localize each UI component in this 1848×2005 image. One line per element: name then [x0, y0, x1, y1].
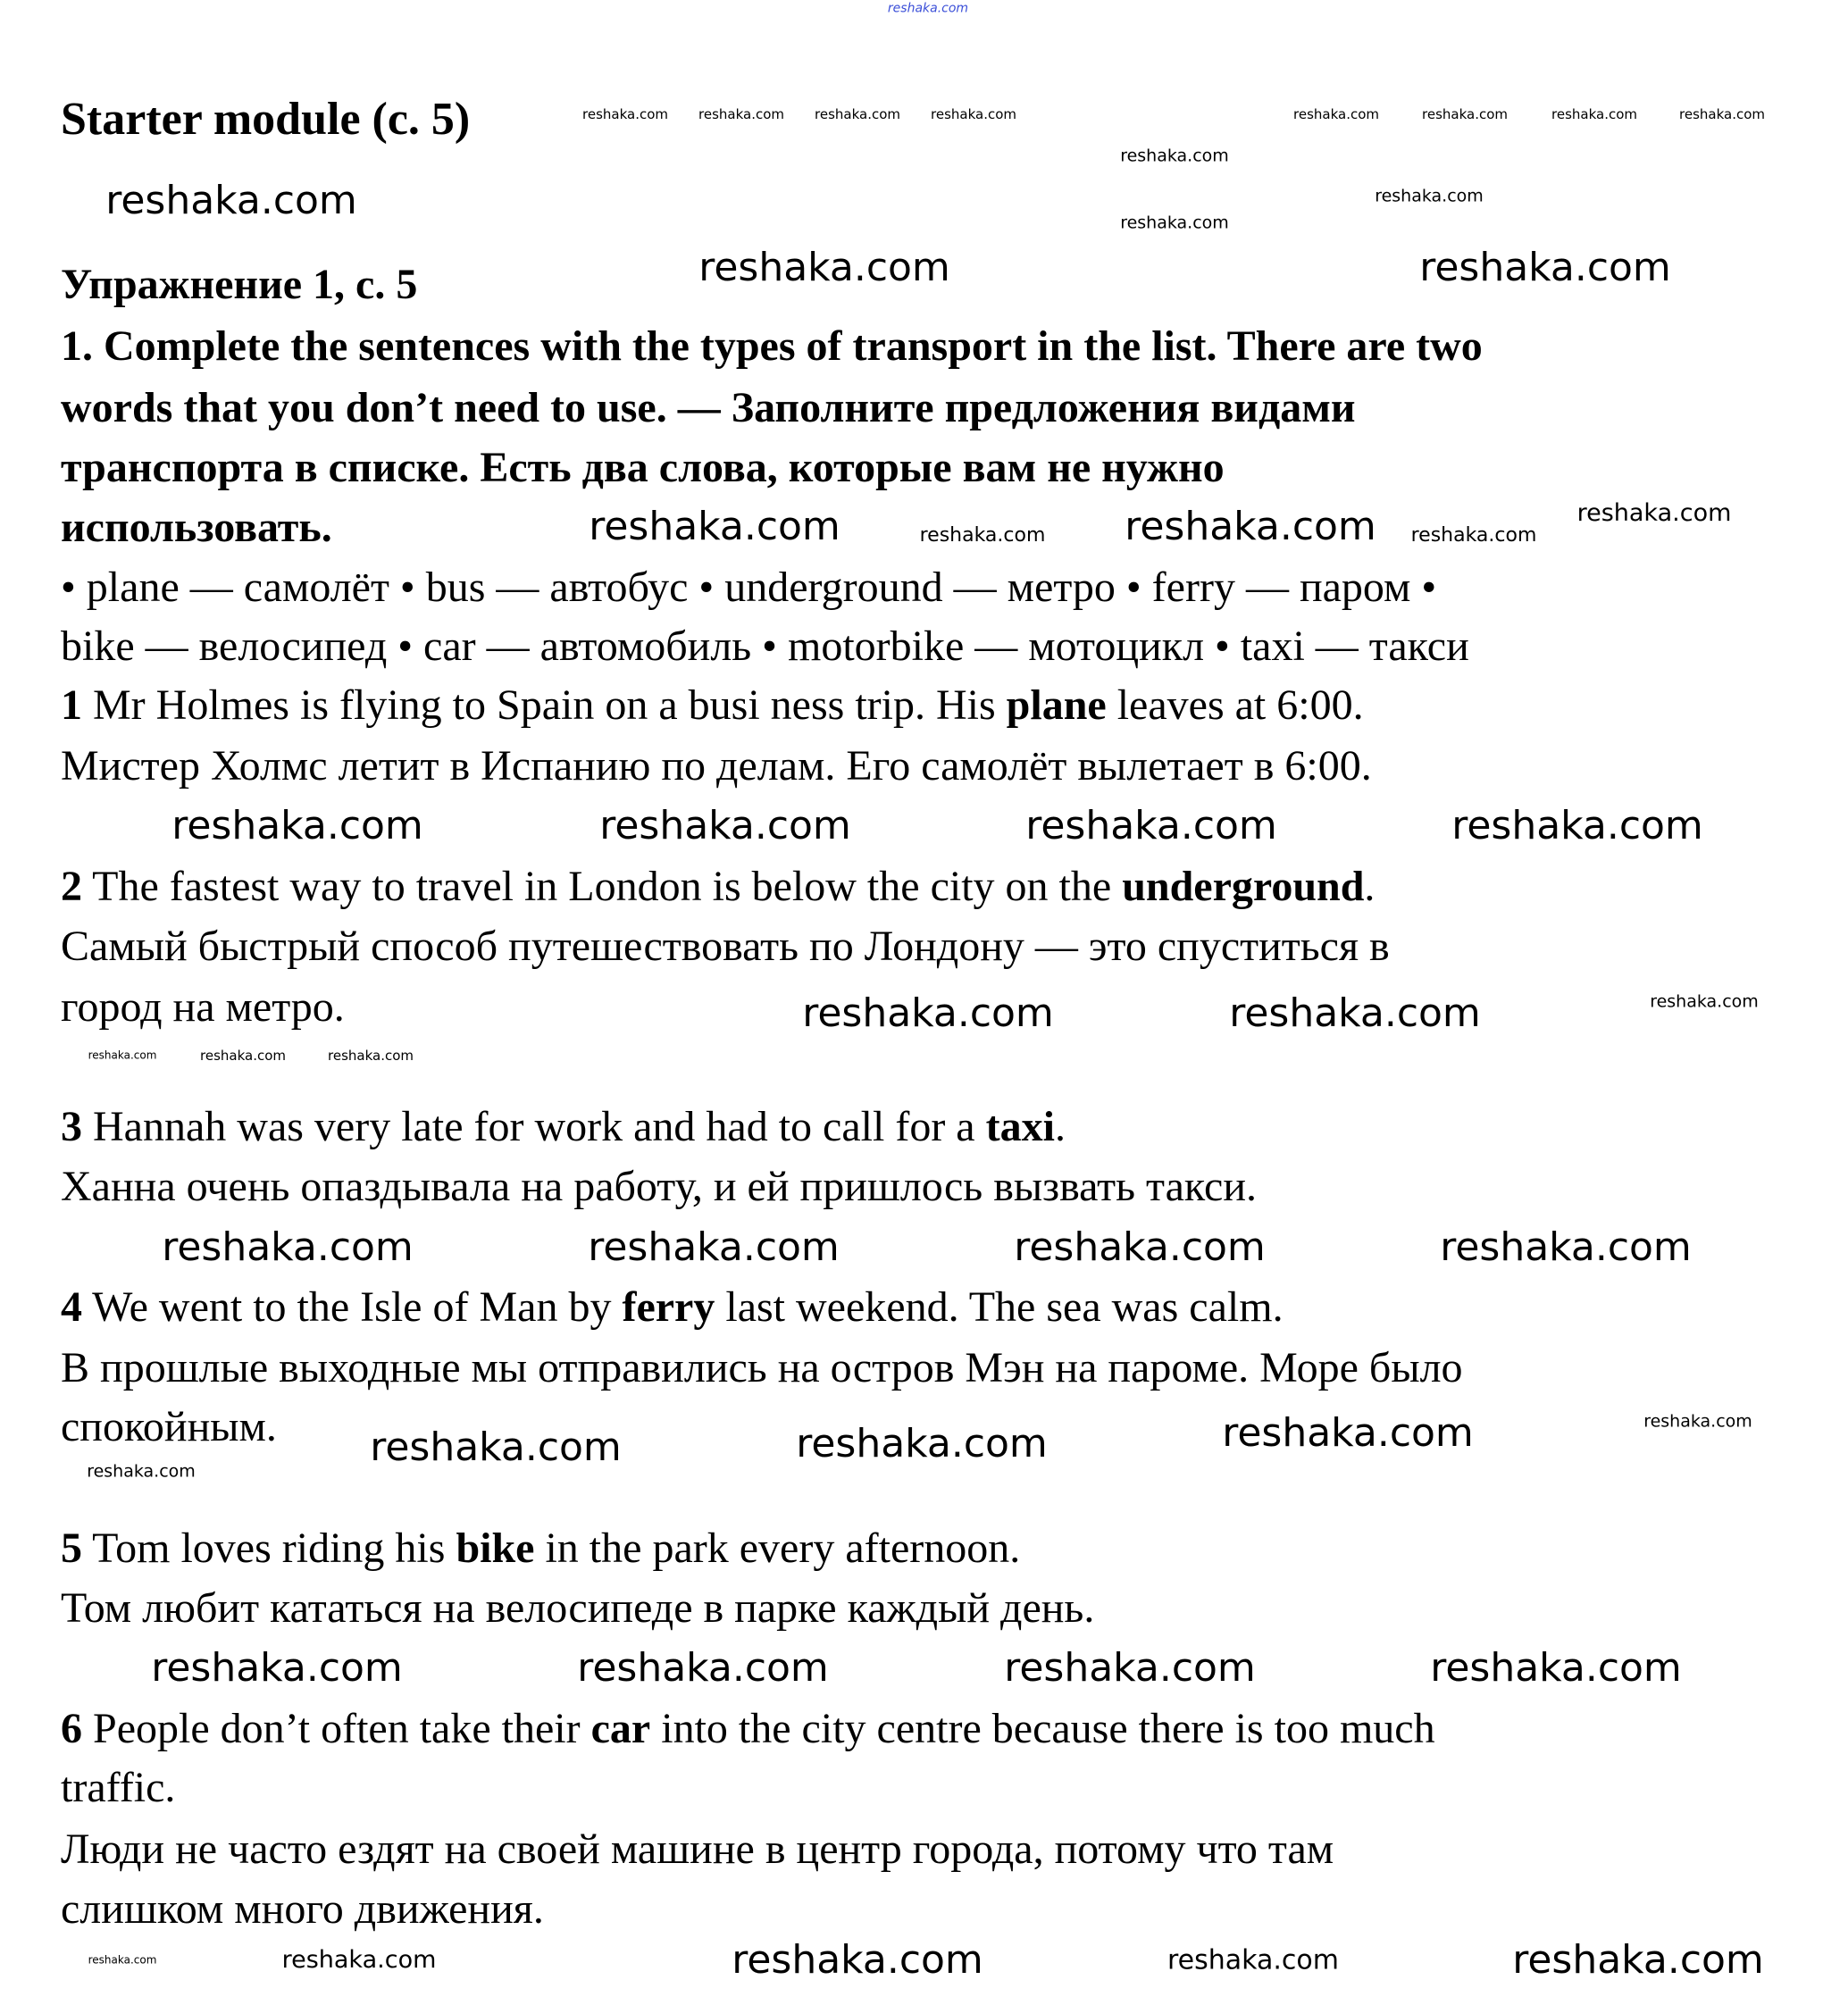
- page-title: Starter module (c. 5): [61, 94, 471, 145]
- watermark: reshaka.com: [588, 1224, 840, 1270]
- answer: taxi: [985, 1103, 1055, 1150]
- translation-6: Люди не часто ездят на своей машине в центр города, потому что там: [61, 1825, 1334, 1873]
- watermark: reshaka.com: [281, 1946, 437, 1975]
- translation-3: Ханна очень опаздывала на работу, и ей пришлось вызвать такси.: [61, 1163, 1258, 1210]
- watermark: reshaka.com: [1293, 105, 1379, 122]
- item-number: 5: [61, 1525, 82, 1572]
- translation-2: город на метро.: [61, 983, 345, 1031]
- sentence-text: Tom loves riding his: [82, 1525, 456, 1572]
- task-line: использовать.: [61, 504, 332, 551]
- watermark: reshaka.com: [887, 1, 969, 16]
- translation-1: Мистер Холмс летит в Испанию по делам. Его самолёт вылетает в 6:00.: [61, 742, 1372, 789]
- watermark: reshaka.com: [1430, 1644, 1682, 1691]
- watermark: reshaka.com: [1004, 1644, 1256, 1691]
- watermark: reshaka.com: [589, 503, 840, 549]
- watermark: reshaka.com: [370, 1424, 622, 1470]
- watermark: reshaka.com: [1679, 105, 1765, 122]
- exercise-heading: Упражнение 1, с. 5: [61, 261, 418, 308]
- watermark: reshaka.com: [931, 105, 1016, 122]
- task-line: 1. Complete the sentences with the types of transport in the list. There are two: [61, 322, 1483, 370]
- watermark: reshaka.com: [162, 1224, 414, 1270]
- task-line: words that you don’t need to use. — Заполните предложения видами: [61, 384, 1356, 431]
- item-number: 6: [61, 1705, 82, 1752]
- watermark: reshaka.com: [1014, 1224, 1266, 1270]
- item-number: 3: [61, 1103, 82, 1150]
- watermark: reshaka.com: [1222, 1409, 1474, 1456]
- item-number: 1: [61, 681, 82, 729]
- watermark: reshaka.com: [698, 244, 950, 290]
- watermark: reshaka.com: [1551, 105, 1637, 122]
- task-line: транспорта в списке. Есть два слова, которые вам не нужно: [61, 444, 1225, 491]
- watermark: reshaka.com: [577, 1644, 829, 1691]
- watermark: reshaka.com: [88, 1048, 157, 1062]
- watermark: reshaka.com: [151, 1644, 403, 1691]
- watermark: reshaka.com: [1229, 990, 1481, 1036]
- watermark: reshaka.com: [1410, 523, 1537, 547]
- watermark: reshaka.com: [1167, 1944, 1339, 1976]
- answer: bike: [456, 1525, 535, 1572]
- watermark: reshaka.com: [1440, 1224, 1692, 1270]
- answer: car: [590, 1705, 651, 1752]
- sentence-5: [61, 1524, 1020, 1574]
- watermark: reshaka.com: [87, 1461, 196, 1482]
- watermark: reshaka.com: [1512, 1936, 1764, 1983]
- translation-4: спокойным.: [61, 1403, 277, 1450]
- watermark: reshaka.com: [88, 1953, 157, 1967]
- answer: plane: [1006, 681, 1107, 729]
- watermark: reshaka.com: [1650, 991, 1759, 1012]
- answer: ferry: [622, 1283, 715, 1331]
- translation-2: Самый быстрый способ путешествовать по Лондону — это спуститься в: [61, 923, 1390, 970]
- sentence-text: leaves at 6:00.: [1106, 681, 1364, 729]
- sentence-1: [61, 681, 1364, 731]
- watermark: reshaka.com: [815, 105, 900, 122]
- sentence-3: [61, 1102, 1066, 1152]
- answer: underground: [1122, 863, 1365, 910]
- watermark: reshaka.com: [1451, 802, 1703, 848]
- watermark: reshaka.com: [200, 1047, 286, 1064]
- translation-4: В прошлые выходные мы отправились на остров Мэн на пароме. Море было: [61, 1344, 1463, 1391]
- word-list-line: • plane — самолёт • bus — автобус • underground — метро • ferry — паром •: [61, 564, 1437, 611]
- watermark: reshaka.com: [1576, 499, 1732, 528]
- word-list-line: bike — велосипед • car — автомобиль • motorbike — мотоцикл • taxi — такси: [61, 622, 1469, 670]
- watermark: reshaka.com: [1120, 213, 1229, 233]
- sentence-4: [61, 1282, 1284, 1332]
- sentence-text: in the park every afternoon.: [534, 1525, 1021, 1572]
- watermark: reshaka.com: [1419, 244, 1671, 290]
- watermark: reshaka.com: [698, 105, 784, 122]
- sentence-text: into the city centre because there is too much: [650, 1705, 1435, 1752]
- item-number: 4: [61, 1283, 82, 1331]
- watermark: reshaka.com: [1375, 186, 1484, 206]
- translation-6: слишком много движения.: [61, 1885, 544, 1933]
- sentence-text: People don’t often take their: [82, 1705, 591, 1752]
- sentence-2: [61, 862, 1375, 912]
- sentence-6-cont: traffic.: [61, 1764, 176, 1811]
- translation-5: Том любит кататься на велосипеде в парке каждый день.: [61, 1584, 1095, 1632]
- sentence-text: The fastest way to travel in London is below the city on the: [82, 863, 1123, 910]
- sentence-text: last weekend. The sea was calm.: [715, 1283, 1284, 1331]
- watermark: reshaka.com: [1643, 1411, 1752, 1432]
- watermark: reshaka.com: [802, 990, 1054, 1036]
- sentence-text: .: [1364, 863, 1376, 910]
- watermark: reshaka.com: [1120, 146, 1229, 166]
- watermark: reshaka.com: [1422, 105, 1508, 122]
- watermark: reshaka.com: [171, 802, 423, 848]
- watermark: reshaka.com: [1125, 503, 1376, 549]
- item-number: 2: [61, 863, 82, 910]
- watermark: reshaka.com: [105, 177, 357, 223]
- watermark: reshaka.com: [919, 523, 1046, 547]
- watermark: reshaka.com: [732, 1936, 983, 1983]
- sentence-text: .: [1054, 1103, 1066, 1150]
- sentence-text: Mr Holmes is flying to Spain on a busi ness trip. His: [82, 681, 1007, 729]
- watermark: reshaka.com: [599, 802, 851, 848]
- watermark: reshaka.com: [328, 1047, 414, 1064]
- sentence-6: [61, 1704, 1435, 1754]
- watermark: reshaka.com: [1025, 802, 1277, 848]
- sentence-text: We went to the Isle of Man by: [82, 1283, 623, 1331]
- sentence-text: Hannah was very late for work and had to call for a: [82, 1103, 986, 1150]
- watermark: reshaka.com: [582, 105, 668, 122]
- watermark: reshaka.com: [796, 1420, 1048, 1466]
